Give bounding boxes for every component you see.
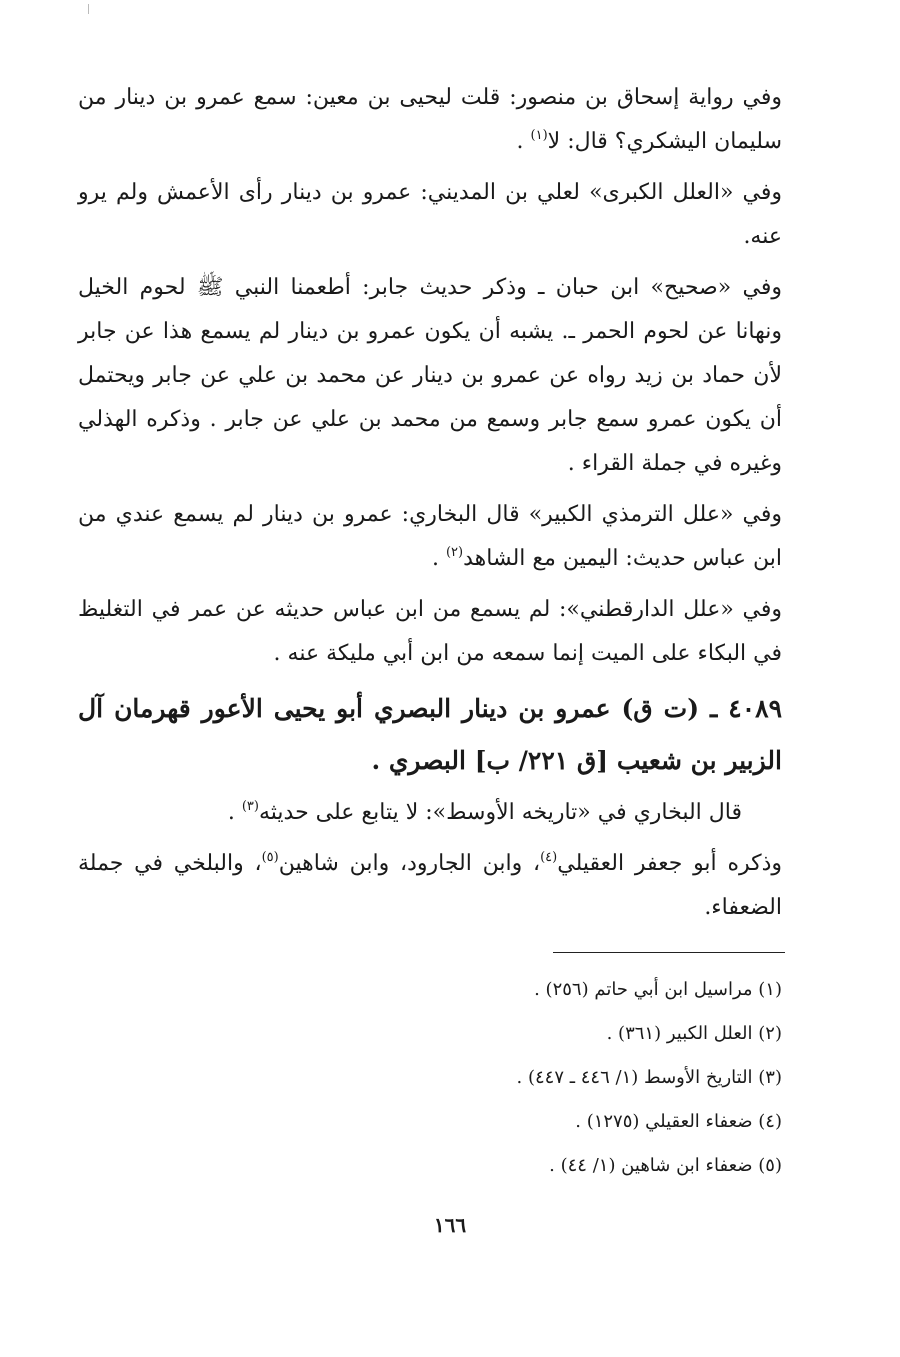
footnote-ref-1: (١) xyxy=(530,128,548,143)
paragraph-4: وفي «علل الترمذي الكبير» قال البخاري: عمرو بن دينار لم يسمع عندي من ابن عباس حديث: اليمين مع الشاهد$^{(٢)}$ . xyxy=(78,502,782,571)
footnote-3: (٣) التاريخ الأوسط (١/ ٤٤٦ ـ ٤٤٧) . xyxy=(516,1067,782,1088)
page-number: ١٦٦ xyxy=(433,1213,467,1237)
footnotes xyxy=(200,968,782,1188)
paragraph-2: وفي «العلل الكبرى» لعلي بن المديني: عمرو بن دينار رأى الأعمش ولم يرو عنه. xyxy=(78,180,782,249)
paragraph-5: وفي «علل الدارقطني»: لم يسمع من ابن عباس حديثه عن عمر في التغليظ في البكاء على الميت إنما سمعه من ابن أبي مليكة عنه . xyxy=(78,597,782,666)
main-text xyxy=(78,76,782,937)
footnote-ref-2: (٢) xyxy=(445,545,464,560)
paragraph-1: وفي رواية إسحاق بن منصور: قلت ليحيى بن معين: سمع عمرو بن دينار من سليمان اليشكري؟ قال: لا$^{(١)}$ . xyxy=(78,85,782,154)
footnote-5: (٥) ضعفاء ابن شاهين (١/ ٤٤) . xyxy=(549,1155,782,1176)
footnote-ref-5: (٥) xyxy=(261,850,279,865)
entry-heading: ٤٠٨٩ ـ (ت ق) عمرو بن دينار البصري أبو يحيى الأعور قهرمان آل الزبير بن شعيب [ق ٢٢١/ ب] البصري . xyxy=(78,694,782,775)
footnote-ref-4: (٤) xyxy=(540,850,558,865)
footnote-ref-3: (٣) xyxy=(241,799,259,814)
footnote-4: (٤) ضعفاء العقيلي (١٢٧٥) . xyxy=(575,1111,782,1132)
footnote-2: (٢) العلل الكبير (٣٦١) . xyxy=(606,1023,782,1044)
paragraph-3: وفي «صحيح» ابن حبان ـ وذكر حديث جابر: أطعمنا النبي ﷺ لحوم الخيل ونهانا عن لحوم الحمر ـ. يشبه أن يكون عمرو بن دينار لم يسمع هذا عن جابر لأن حماد بن زيد رواه عن عمرو بن دينار عن محمد بن علي عن جابر ويحتمل أن يكون عمرو سمع جابر وسمع من محمد بن علي عن جابر . وذكره الهذلي وغيره في جملة القراء . xyxy=(78,275,782,476)
paragraph-7: وذكره أبو جعفر العقيلي$^{(٤)}$، وابن الجارود، وابن شاهين$^{(٥)}$، والبلخي في جملة الضعفاء. xyxy=(78,850,783,920)
paragraph-6: قال البخاري في «تاريخه الأوسط»: لا يتابع على حديثه$^{(٣)}$ . xyxy=(227,799,742,825)
footnote-separator xyxy=(553,952,785,953)
scan-mark xyxy=(88,4,89,14)
footnote-1: (١) مراسيل ابن أبي حاتم (٢٥٦) . xyxy=(534,979,782,1000)
